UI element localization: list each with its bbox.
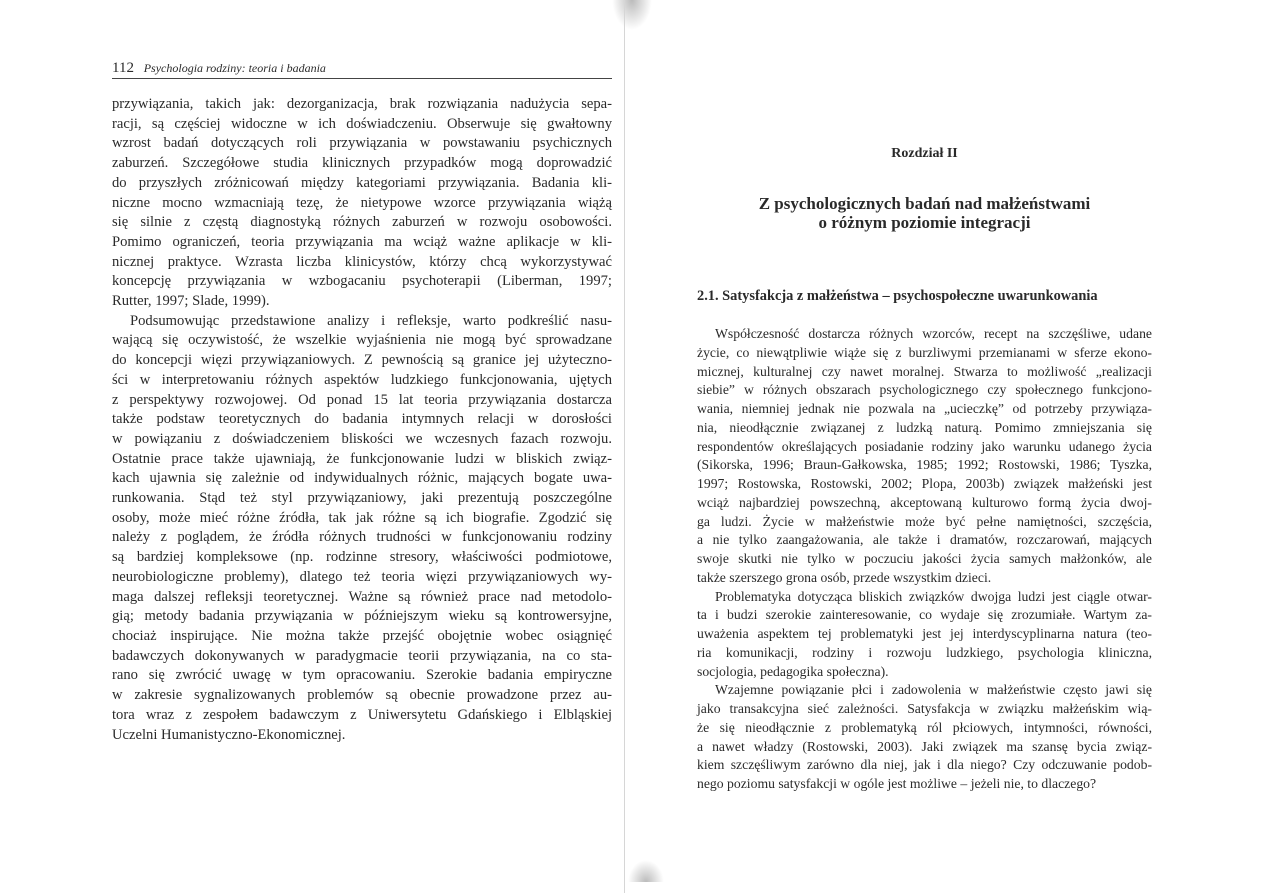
text-line: także podstaw teoretycznych do badania intymnych relacji w dorosłości — [112, 411, 612, 428]
right-page-body — [697, 325, 1152, 794]
text-line: racji, są częściej widoczne w ich doświadczeniu. Obserwuje się gwałtowny — [112, 115, 612, 132]
text-line: ta i budzi szerokie zainteresowanie, co wydaje się zrozumiałe. Wartym za- — [697, 607, 1152, 623]
text-line: Uczelni Humanistyczno-Ekonomicznej. — [112, 726, 346, 743]
text-line: Ostatnie prace także ujawniają, że funkcjonowanie ludzi w bliskich związ- — [112, 450, 612, 467]
text-line: należy z poglądem, że źródła różnych trudności w funkcjonowaniu rodziny — [112, 529, 612, 546]
text-line: maga dalszej refleksji teoretycznej. Ważne są również prace nad metodolo- — [112, 588, 612, 605]
text-line: rano się zwrócić uwagę w tym opracowaniu. Szerokie badania empiryczne — [112, 667, 612, 684]
running-title: Psychologia rodziny: teoria i badania — [143, 61, 326, 75]
text-line: tora wraz z zespołem badawczym z Uniwersytetu Gdańskiego i Elbląskiej — [112, 706, 612, 723]
page-number: 112 — [112, 60, 134, 76]
text-line: wającą się oczywistość, że wszelkie wyjaśnienia nie mogą być sprowadzane — [112, 332, 612, 349]
text-line: micznej, kulturalnej czy nawet moralnej. Stwarza to możliwość „realizacji — [697, 363, 1152, 379]
text-line: jako transakcyjna sieć zależności. Satysfakcja w związku małżeńskim wią- — [697, 701, 1152, 716]
chapter-title — [697, 194, 1152, 232]
left-page-body — [112, 95, 612, 745]
scan-shadow-top — [612, 0, 652, 30]
text-line: do przyszłych zróżnicowań między kategoriami przywiązania. Badania kli- — [112, 174, 612, 191]
text-line: siebie” w różnych obszarach psychologicznego czy społecznego funkcjono- — [697, 382, 1152, 398]
text-line: nia, nieodłącznie związanej z ludzką naturą. Pomimo zmniejszania się — [697, 419, 1152, 435]
book-gutter — [624, 0, 625, 893]
text-line: chociaż inspirujące. Nie można także przejść obojętnie wobec osiągnięć — [112, 627, 612, 644]
chapter-title-line-2: o różnym poziomie integracji — [818, 213, 1031, 232]
text-line: gią; metody badania przywiązania w późniejszym wieku są kontrowersyjne, — [112, 608, 612, 625]
text-line: Problematyka dotycząca bliskich związków dwojga ludzi jest ciągle otwar- — [715, 588, 1152, 604]
running-head — [112, 60, 612, 79]
text-line: runkowania. Stąd też styl przywiązaniowy, jaki prezentują poszczególne — [112, 490, 612, 507]
text-line: ria komunikacji, rodziny i rozwoju ludzkiego, psychologia kliniczna, — [697, 644, 1152, 660]
text-line: wzrost badań dotyczących roli przywiązania w powstawaniu psychicznych — [112, 135, 612, 152]
chapter-title-line-1: Z psychologicznych badań nad małżeństwami — [758, 194, 1091, 213]
text-line: wania, niemniej jednak nie pozwala na „ucieczkę” od potrzeby przywiąza- — [697, 401, 1152, 416]
text-line: Rutter, 1997; Slade, 1999). — [112, 293, 270, 310]
text-line: a nawet władzy (Rostowski, 2003). Jaki związek ma szansę bycia związ- — [697, 738, 1152, 754]
text-line: osoby, może mieć różne źródła, tak jak różne są ich biografie. Zgodzić się — [112, 509, 612, 526]
text-line: Pomimo ograniczeń, teoria przywiązania ma wciąż ważne aplikacje w kli- — [112, 233, 612, 250]
text-line: się silnie z częstą diagnostyką różnych zaburzeń w rozwoju osobowości. — [112, 214, 612, 231]
text-line: Podsumowując przedstawione analizy i refleksje, warto podkreślić nasu- — [130, 312, 612, 329]
text-line: do koncepcji więzi przywiązaniowych. Z pewnością są granice jej użyteczno- — [112, 352, 612, 369]
text-line: są bardziej kompleksowe (np. rodzinne stresory, właściwości podmiotowe, — [112, 549, 612, 566]
scan-shadow-bottom — [628, 860, 664, 882]
text-line: niczne mocno wzmacniają tezę, że nietypowe wzorce przywiązania wiążą — [112, 194, 612, 211]
text-line: swoje skutki nie tylko w poczuciu jakości życia samych małżonków, ale — [697, 551, 1152, 566]
text-line: nego poziomu satysfakcji w ogóle jest możliwe – jeżeli nie, to dlaczego? — [697, 776, 1097, 791]
chapter-label: Rozdział II — [891, 146, 958, 161]
text-line: socjologia, pedagogika społeczna). — [697, 663, 889, 679]
text-line: koncepcję przywiązania w wzbogacaniu psychoterapii (Liberman, 1997; — [112, 273, 612, 290]
text-line: neurobiologiczne problemy), dlatego też teoria więzi przywiązaniowych wy- — [112, 568, 612, 585]
text-line: (Sikorska, 1996; Braun-Gałkowska, 1985; 1992; Rostowski, 1986; Tyszka, — [697, 457, 1152, 473]
text-line: w zakresie sygnalizowanych problemów są obecnie prowadzone przez au- — [112, 687, 612, 704]
text-line: zaburzeń. Szczegółowe studia klinicznych przypadków mogą doprowadzić — [112, 155, 612, 172]
section-heading: 2.1. Satysfakcja z małżeństwa – psychospołeczne uwarunkowania — [697, 288, 1098, 304]
text-line: z perspektywy rozwojowej. Od ponad 15 lat teoria przywiązania dostarcza — [112, 391, 612, 408]
text-line: w powiązaniu z doświadczeniem bliskości we wczesnych fazach rozwoju. — [112, 430, 612, 447]
text-line: Wzajemne powiązanie płci i zadowolenia w małżeństwie często jawi się — [715, 682, 1152, 698]
text-line: nicznej praktyce. Wzrasta liczba klinicystów, którzy chcą wykorzystywać — [112, 253, 612, 270]
text-line: respondentów określających posiadanie rodziny jako warunku udanego życia — [697, 438, 1152, 454]
text-line: badawczych dokonywanych w paradygmacie teorii przywiązania, na co sta- — [112, 647, 612, 664]
text-line: ści w interpretowaniu różnych aspektów ludzkiego funkcjonowania, ujętych — [112, 371, 612, 388]
text-line: 1997; Rostowska, Rostowski, 2002; Plopa, 2003b) związek małżeński jest — [697, 476, 1152, 491]
text-line: Współczesność dostarcza różnych wzorców, recept na szczęśliwe, udane — [715, 326, 1152, 341]
text-line: także szerszego grona osób, przede wszystkim dzieci. — [697, 569, 992, 585]
text-line: kach ujawnia się zależnie od indywidualnych różnic, mających bogate uwa- — [112, 470, 612, 487]
text-line: przywiązania, takich jak: dezorganizacja, brak rozwiązania nadużycia sepa- — [112, 96, 612, 112]
text-line: ga ludzi. Życie w małżeństwie może być pełne namiętności, szczęścia, — [697, 513, 1152, 529]
text-line: kiem szczęśliwym zarówno dla niej, jak i dla niego? Czy odczuwanie podob- — [697, 757, 1152, 773]
text-line: wciąż najbardziej powszechną, akceptowaną kulturowo formą życia dwoj- — [697, 494, 1152, 510]
text-line: uważenia aspektem tej problematyki jest jej interdyscyplinarna natura (teo- — [697, 626, 1152, 641]
text-line: że się nieodłącznie z problematyką ról płciowych, intymności, równości, — [697, 719, 1152, 735]
text-line: życie, co niewątpliwie wiąże się z burzliwymi przemianami w sferze ekono- — [697, 344, 1152, 360]
text-line: a nie tylko zaangażowania, ale także i dramatów, rozczarowań, mających — [697, 532, 1152, 548]
